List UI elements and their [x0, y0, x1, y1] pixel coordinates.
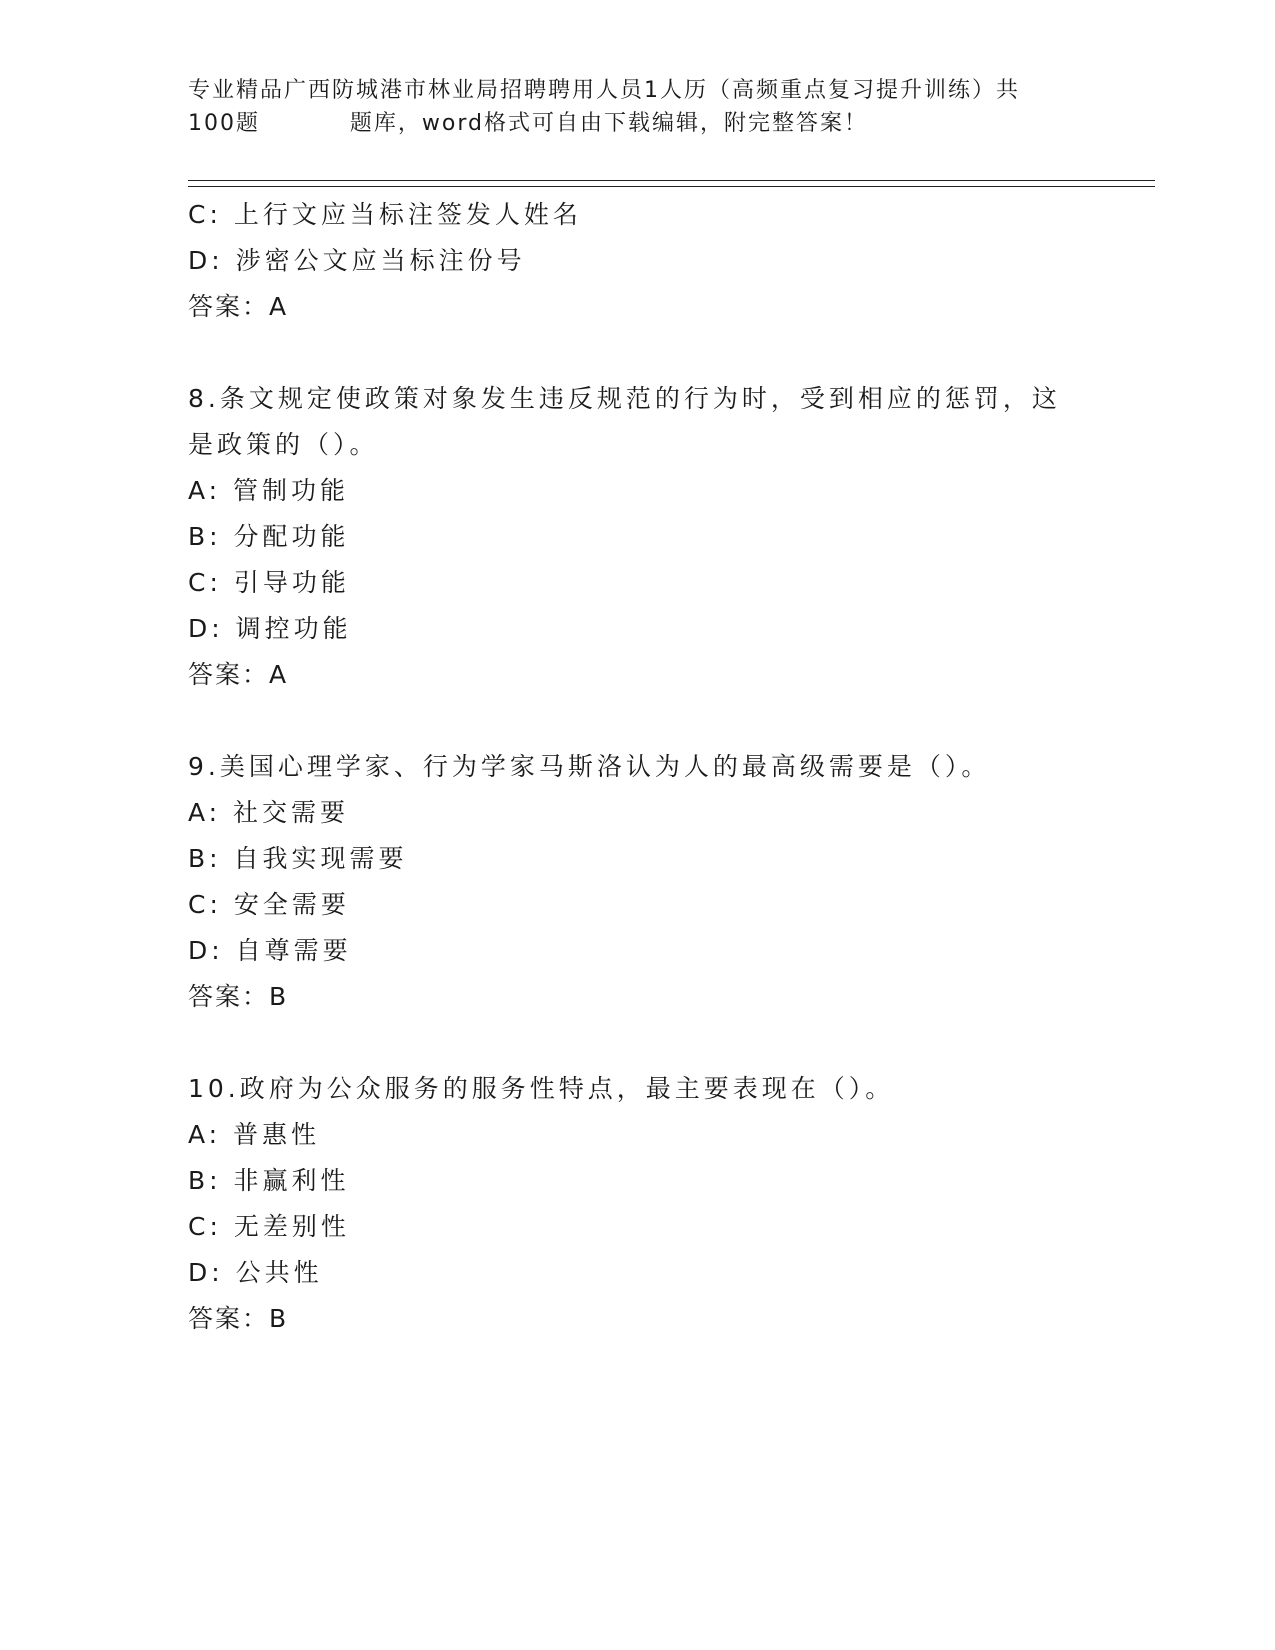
option-d: D: 自尊需要: [188, 936, 352, 965]
answer-value: A: [269, 292, 289, 321]
spacer: [188, 330, 1088, 376]
option-b: B: 非赢利性: [188, 1166, 350, 1195]
answer-label: 答案：: [188, 292, 270, 321]
answer-value: A: [269, 660, 289, 689]
header-rule-top: [188, 180, 1155, 181]
option-c: C: 引导功能: [188, 568, 350, 597]
header-title-line-1: 专业精品广西防城港市林业局招聘聘用人员1人历（高频重点复习提升训练）共: [188, 78, 1020, 103]
answer: [188, 652, 1088, 698]
question-stem: 8.条文规定使政策对象发生违反规范的行为时，受到相应的惩罚，这是政策的（）。: [188, 384, 1061, 459]
option-c: C: 上行文应当标注签发人姓名: [188, 200, 582, 229]
option-d: D: 涉密公文应当标注份号: [188, 246, 526, 275]
option-b: B: 分配功能: [188, 522, 350, 551]
answer: [188, 284, 1088, 330]
answer: [188, 1296, 1088, 1342]
answer: [188, 974, 1088, 1020]
option-d: D: 公共性: [188, 1258, 323, 1287]
question-9: [188, 744, 1088, 1020]
answer-value: B: [269, 982, 289, 1011]
question-list: [188, 192, 1088, 1342]
spacer: [188, 1020, 1088, 1066]
question-stem: 9.美国心理学家、行为学家马斯洛认为人的最高级需要是（）。: [188, 752, 991, 781]
option-d: D: 调控功能: [188, 614, 352, 643]
header-title-line-2: 100题 题库，word格式可自由下载编辑，附完整答案！: [188, 111, 869, 136]
option-c: C: 安全需要: [188, 890, 350, 919]
answer-label: 答案：: [188, 660, 270, 689]
question-stem: 10.政府为公众服务的服务性特点，最主要表现在（）。: [188, 1074, 895, 1103]
option-c: C: 无差别性: [188, 1212, 350, 1241]
answer-label: 答案：: [188, 982, 270, 1011]
option-b: B: 自我实现需要: [188, 844, 408, 873]
question-7-continued: [188, 192, 1088, 330]
document-header: [188, 74, 1088, 140]
option-a: A: 普惠性: [188, 1120, 321, 1149]
answer-label: 答案：: [188, 1304, 270, 1333]
option-a: A: 管制功能: [188, 476, 350, 505]
header-rule-bottom: [188, 186, 1155, 187]
option-a: A: 社交需要: [188, 798, 350, 827]
question-10: [188, 1066, 1088, 1342]
answer-value: B: [269, 1304, 289, 1333]
question-8: [188, 376, 1088, 698]
spacer: [188, 698, 1088, 744]
